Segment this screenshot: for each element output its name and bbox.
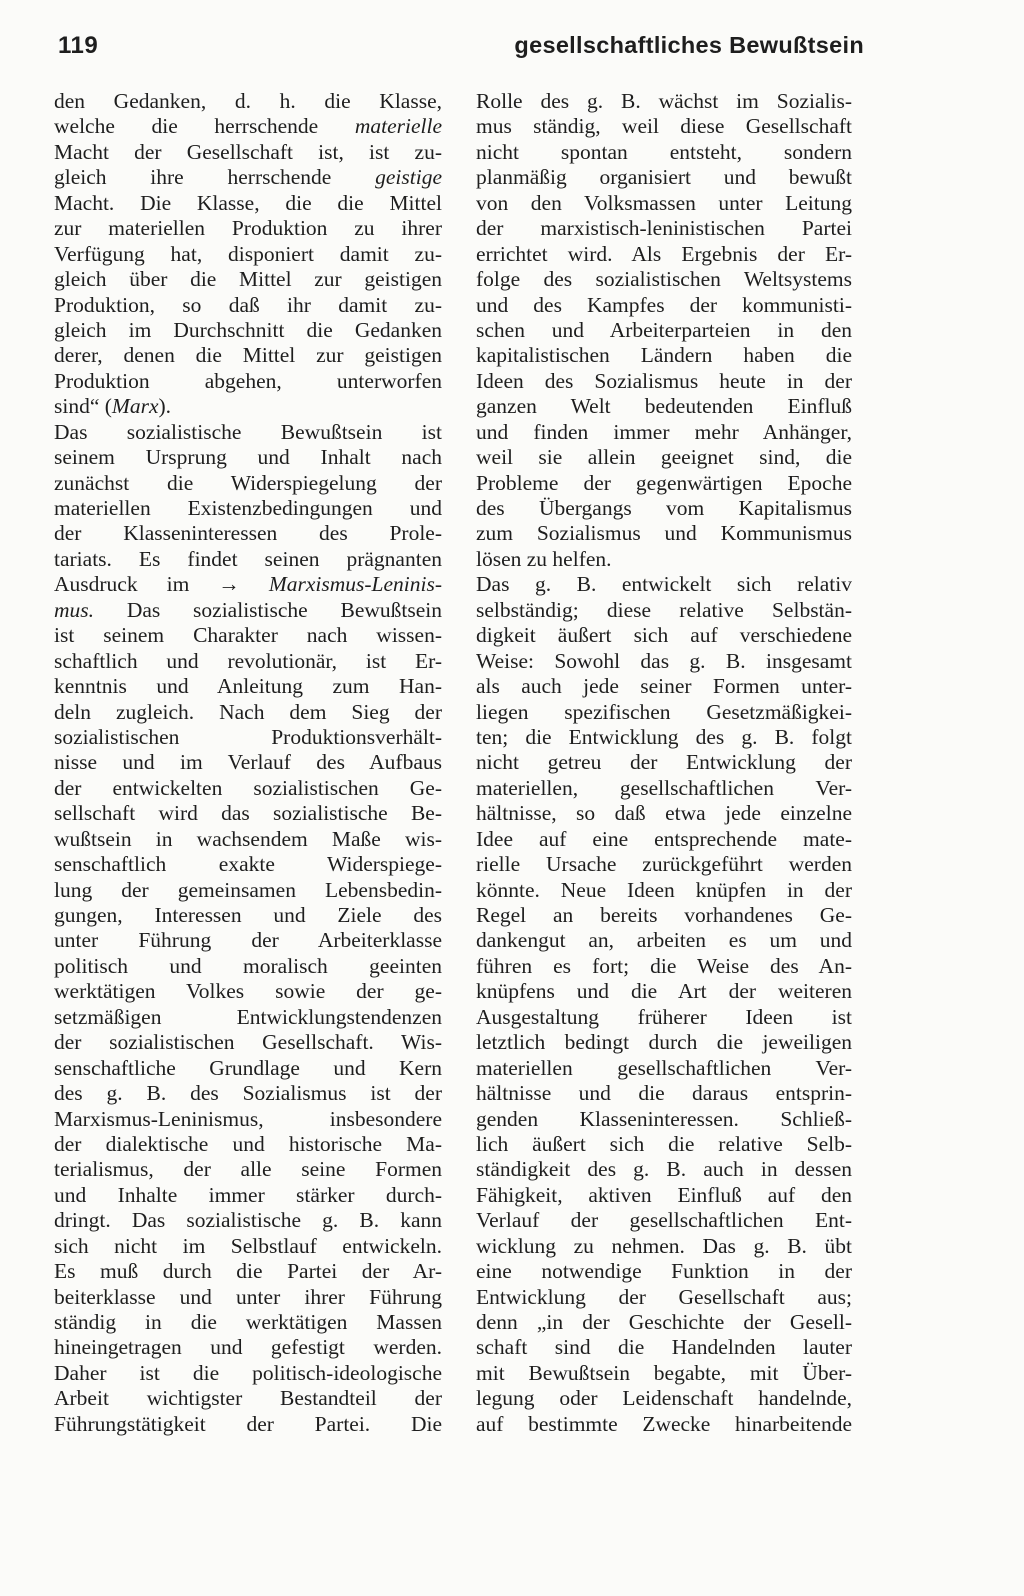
text-segment: welche die herrschende [54, 114, 355, 139]
text-line: Ideen des Sozialismus heute in der [476, 368, 852, 393]
right-text-column [476, 89, 852, 1437]
text-line: ganzen Welt bedeutenden Einfluß [476, 394, 852, 419]
text-line: gleich im Durchschnitt die Gedanken [54, 317, 442, 342]
text-line: genden Klasseninteressen. Schließ- [476, 1106, 852, 1131]
text-line: des Übergangs vom Kapitalismus [476, 496, 852, 520]
text-line: und des Kampfes der kommunisti- [476, 292, 852, 317]
text-line: politisch und moralisch geeinten [54, 953, 442, 978]
text-line: zur materiellen Produktion zu ihrer [54, 216, 442, 241]
text-line: knüpfens und die Art der weiteren [476, 979, 852, 1004]
text-line: kenntnis und Anleitung zum Han- [54, 674, 442, 699]
text-line: Probleme der gegenwärtigen Epoche [476, 470, 852, 495]
text-line: dringt. Das sozialistische g. B. kann [54, 1208, 442, 1233]
text-line: lich äußert sich die relative Selb- [476, 1131, 852, 1156]
text-line: Verfügung hat, disponiert damit zu- [54, 241, 442, 266]
text-line: Das g. B. entwickelt sich relativ [476, 572, 852, 597]
text-line [54, 165, 442, 190]
text-line: wußtsein in wachsendem Maße wis- [54, 826, 442, 851]
text-segment: Das sozialistische Bewußtsein [94, 597, 442, 622]
text-line: Es muß durch die Partei der Ar- [54, 1259, 442, 1284]
text-line: Entwicklung der Gesellschaft aus; [476, 1284, 852, 1309]
text-line: den Gedanken, d. h. die Klasse, [54, 89, 442, 113]
text-line: nicht getreu der Entwicklung der [476, 750, 852, 775]
text-line: der entwickelten sozialistischen Ge- [54, 775, 442, 800]
text-line: senschaftlich exakte Widerspiege- [54, 852, 442, 877]
text-line: Idee auf eine entsprechende mate- [476, 826, 852, 851]
text-line: der marxistisch-leninistischen Partei [476, 216, 852, 241]
text-line: gleich über die Mittel zur geistigen [54, 267, 442, 292]
text-line: Arbeit wichtigster Bestandteil der [54, 1386, 442, 1411]
text-line: mus ständig, weil diese Gesellschaft [476, 114, 852, 139]
text-segment: gleich ihre herrschende [54, 165, 376, 190]
text-line: senschaftliche Grundlage und Kern [54, 1055, 442, 1080]
text-line: materiellen gesellschaftlichen Ver- [476, 1055, 852, 1080]
text-line: materiellen, gesellschaftlichen Ver- [476, 775, 852, 800]
text-line: planmäßig organisiert und bewußt [476, 165, 852, 190]
text-line: beiterklasse und unter ihrer Führung [54, 1284, 442, 1309]
text-line: Daher ist die politisch-ideologische [54, 1360, 442, 1385]
text-line: Produktion, so daß ihr damit zu- [54, 292, 442, 317]
text-line [54, 572, 442, 597]
text-line: auf bestimmte Zwecke hinarbeitende [476, 1411, 852, 1436]
text-line: nicht spontan entsteht, sondern [476, 139, 852, 164]
text-line: Führungstätigkeit der Partei. Die [54, 1411, 442, 1436]
text-line: hineingetragen und gefestigt werden. [54, 1335, 442, 1360]
text-line: als auch jede seiner Formen unter- [476, 674, 852, 699]
text-line: von den Volksmassen unter Leitung [476, 190, 852, 215]
text-line: kapitalistischen Ländern haben die [476, 343, 852, 368]
text-line: schaftlich und revolutionär, ist Er- [54, 648, 442, 673]
text-line: der dialektische und historische Ma- [54, 1131, 442, 1156]
text-line: Verlauf der gesellschaftlichen Ent- [476, 1208, 852, 1233]
text-line: Produktion abgehen, unterworfen [54, 368, 442, 393]
text-segment: ). [158, 394, 172, 419]
text-line: deln zugleich. Nach dem Sieg der [54, 699, 442, 724]
text-line: wicklung zu nehmen. Das g. B. übt [476, 1233, 852, 1258]
text-line: werktätigen Volkes sowie der ge- [54, 979, 442, 1004]
text-line: Macht. Die Klasse, die die Mittel [54, 190, 442, 215]
text-line: schen und Arbeiterparteien in den [476, 317, 852, 342]
text-line: sozialistischen Produktionsverhält- [54, 724, 442, 749]
text-line [54, 394, 442, 419]
text-line: Rolle des g. B. wächst im Sozialis- [476, 89, 852, 113]
page-number: 119 [58, 32, 99, 59]
text-line: und Inhalte immer stärker durch- [54, 1182, 442, 1207]
emphasis-text: geistige [375, 165, 442, 190]
text-line: lung der gemeinsamen Lebensbedin- [54, 877, 442, 902]
text-line: seinem Ursprung und Inhalt nach [54, 445, 442, 470]
text-line: dankengut an, arbeiten es um und [476, 928, 852, 953]
text-line: eine notwendige Funktion in der [476, 1259, 852, 1284]
emphasis-text: materielle [354, 114, 442, 139]
text-line: sellschaft wird das sozialistische Be- [54, 801, 442, 826]
text-line: ständigkeit des g. B. auch in dessen [476, 1157, 852, 1182]
text-line: digkeit äußert sich auf verschiedene [476, 623, 852, 648]
text-line: führen es fort; die Weise des An- [476, 953, 852, 978]
text-line: terialismus, der alle seine Formen [54, 1157, 442, 1182]
text-line: hältnisse, so daß etwa jede einzelne [476, 801, 852, 826]
text-line: zum Sozialismus und Kommunismus [476, 521, 852, 546]
text-line: sich nicht im Selbstlauf entwickeln. [54, 1233, 442, 1258]
text-line: folge des sozialistischen Weltsystems [476, 267, 852, 292]
text-segment: Ausdruck im → [54, 572, 269, 597]
text-line: gungen, Interessen und Ziele des [54, 903, 442, 927]
text-line: materiellen Existenzbedingungen und [54, 496, 442, 520]
page-header [58, 32, 864, 72]
text-line: Regel an bereits vorhandenes Ge- [476, 903, 852, 927]
emphasis-text: mus. [54, 597, 95, 622]
text-line: denn „in der Geschichte der Gesell- [476, 1310, 852, 1334]
text-line: errichtet wird. Als Ergebnis der Er- [476, 241, 852, 266]
text-line: unter Führung der Arbeiterklasse [54, 928, 442, 953]
running-head: gesellschaftliches Bewußtsein [514, 32, 864, 58]
text-line: ten; die Entwicklung des g. B. folgt [476, 724, 852, 749]
text-line: und finden immer mehr Anhänger, [476, 419, 852, 444]
text-line: lösen zu helfen. [476, 546, 612, 571]
text-line: nisse und im Verlauf des Aufbaus [54, 750, 442, 775]
text-line: hältnisse und die daraus entsprin- [476, 1081, 852, 1106]
text-line: zunächst die Widerspiegelung der [54, 470, 442, 495]
text-line: Fähigkeit, aktiven Einfluß auf den [476, 1182, 852, 1207]
text-line [54, 598, 442, 623]
text-line: tariats. Es findet seinen prägnanten [54, 546, 442, 571]
text-line: des g. B. des Sozialismus ist der [54, 1081, 442, 1106]
text-line: der sozialistischen Gesellschaft. Wis- [54, 1030, 442, 1055]
text-line: ist seinem Charakter nach wissen- [54, 623, 442, 648]
text-line: ständig in die werktätigen Massen [54, 1310, 442, 1334]
emphasis-text: Marxismus-Leninis- [268, 572, 442, 597]
left-text-column [54, 89, 442, 1437]
text-line: setzmäßigen Entwicklungstendenzen [54, 1004, 442, 1029]
text-line: liegen spezifischen Gesetzmäßigkei- [476, 699, 852, 724]
text-line: Ausgestaltung früherer Ideen ist [476, 1004, 852, 1029]
text-line: letztlich bedingt durch die jeweiligen [476, 1030, 852, 1055]
text-line: Macht der Gesellschaft ist, ist zu- [54, 139, 442, 164]
text-line: selbständig; diese relative Selbstän- [476, 597, 852, 622]
text-line: schaft sind die Handelnden lauter [476, 1335, 852, 1360]
emphasis-text: Marx [111, 394, 159, 419]
text-line [54, 114, 442, 139]
text-line: Marxismus-Leninismus, insbesondere [54, 1106, 442, 1131]
text-line: derer, denen die Mittel zur geistigen [54, 343, 442, 368]
text-line: Weise: Sowohl das g. B. insgesamt [476, 648, 852, 673]
text-line: der Klasseninteressen des Prole- [54, 521, 442, 546]
text-line: könnte. Neue Ideen knüpfen in der [476, 877, 852, 902]
text-line: mit Bewußtsein begabte, mit Über- [476, 1360, 852, 1385]
text-line: rielle Ursache zurückgeführt werden [476, 852, 852, 877]
text-segment: sind“ ( [54, 394, 112, 419]
text-line: Das sozialistische Bewußtsein ist [54, 419, 442, 444]
text-line: legung oder Leidenschaft handelnde, [476, 1386, 852, 1411]
text-line: weil sie allein geeignet sind, die [476, 445, 852, 470]
